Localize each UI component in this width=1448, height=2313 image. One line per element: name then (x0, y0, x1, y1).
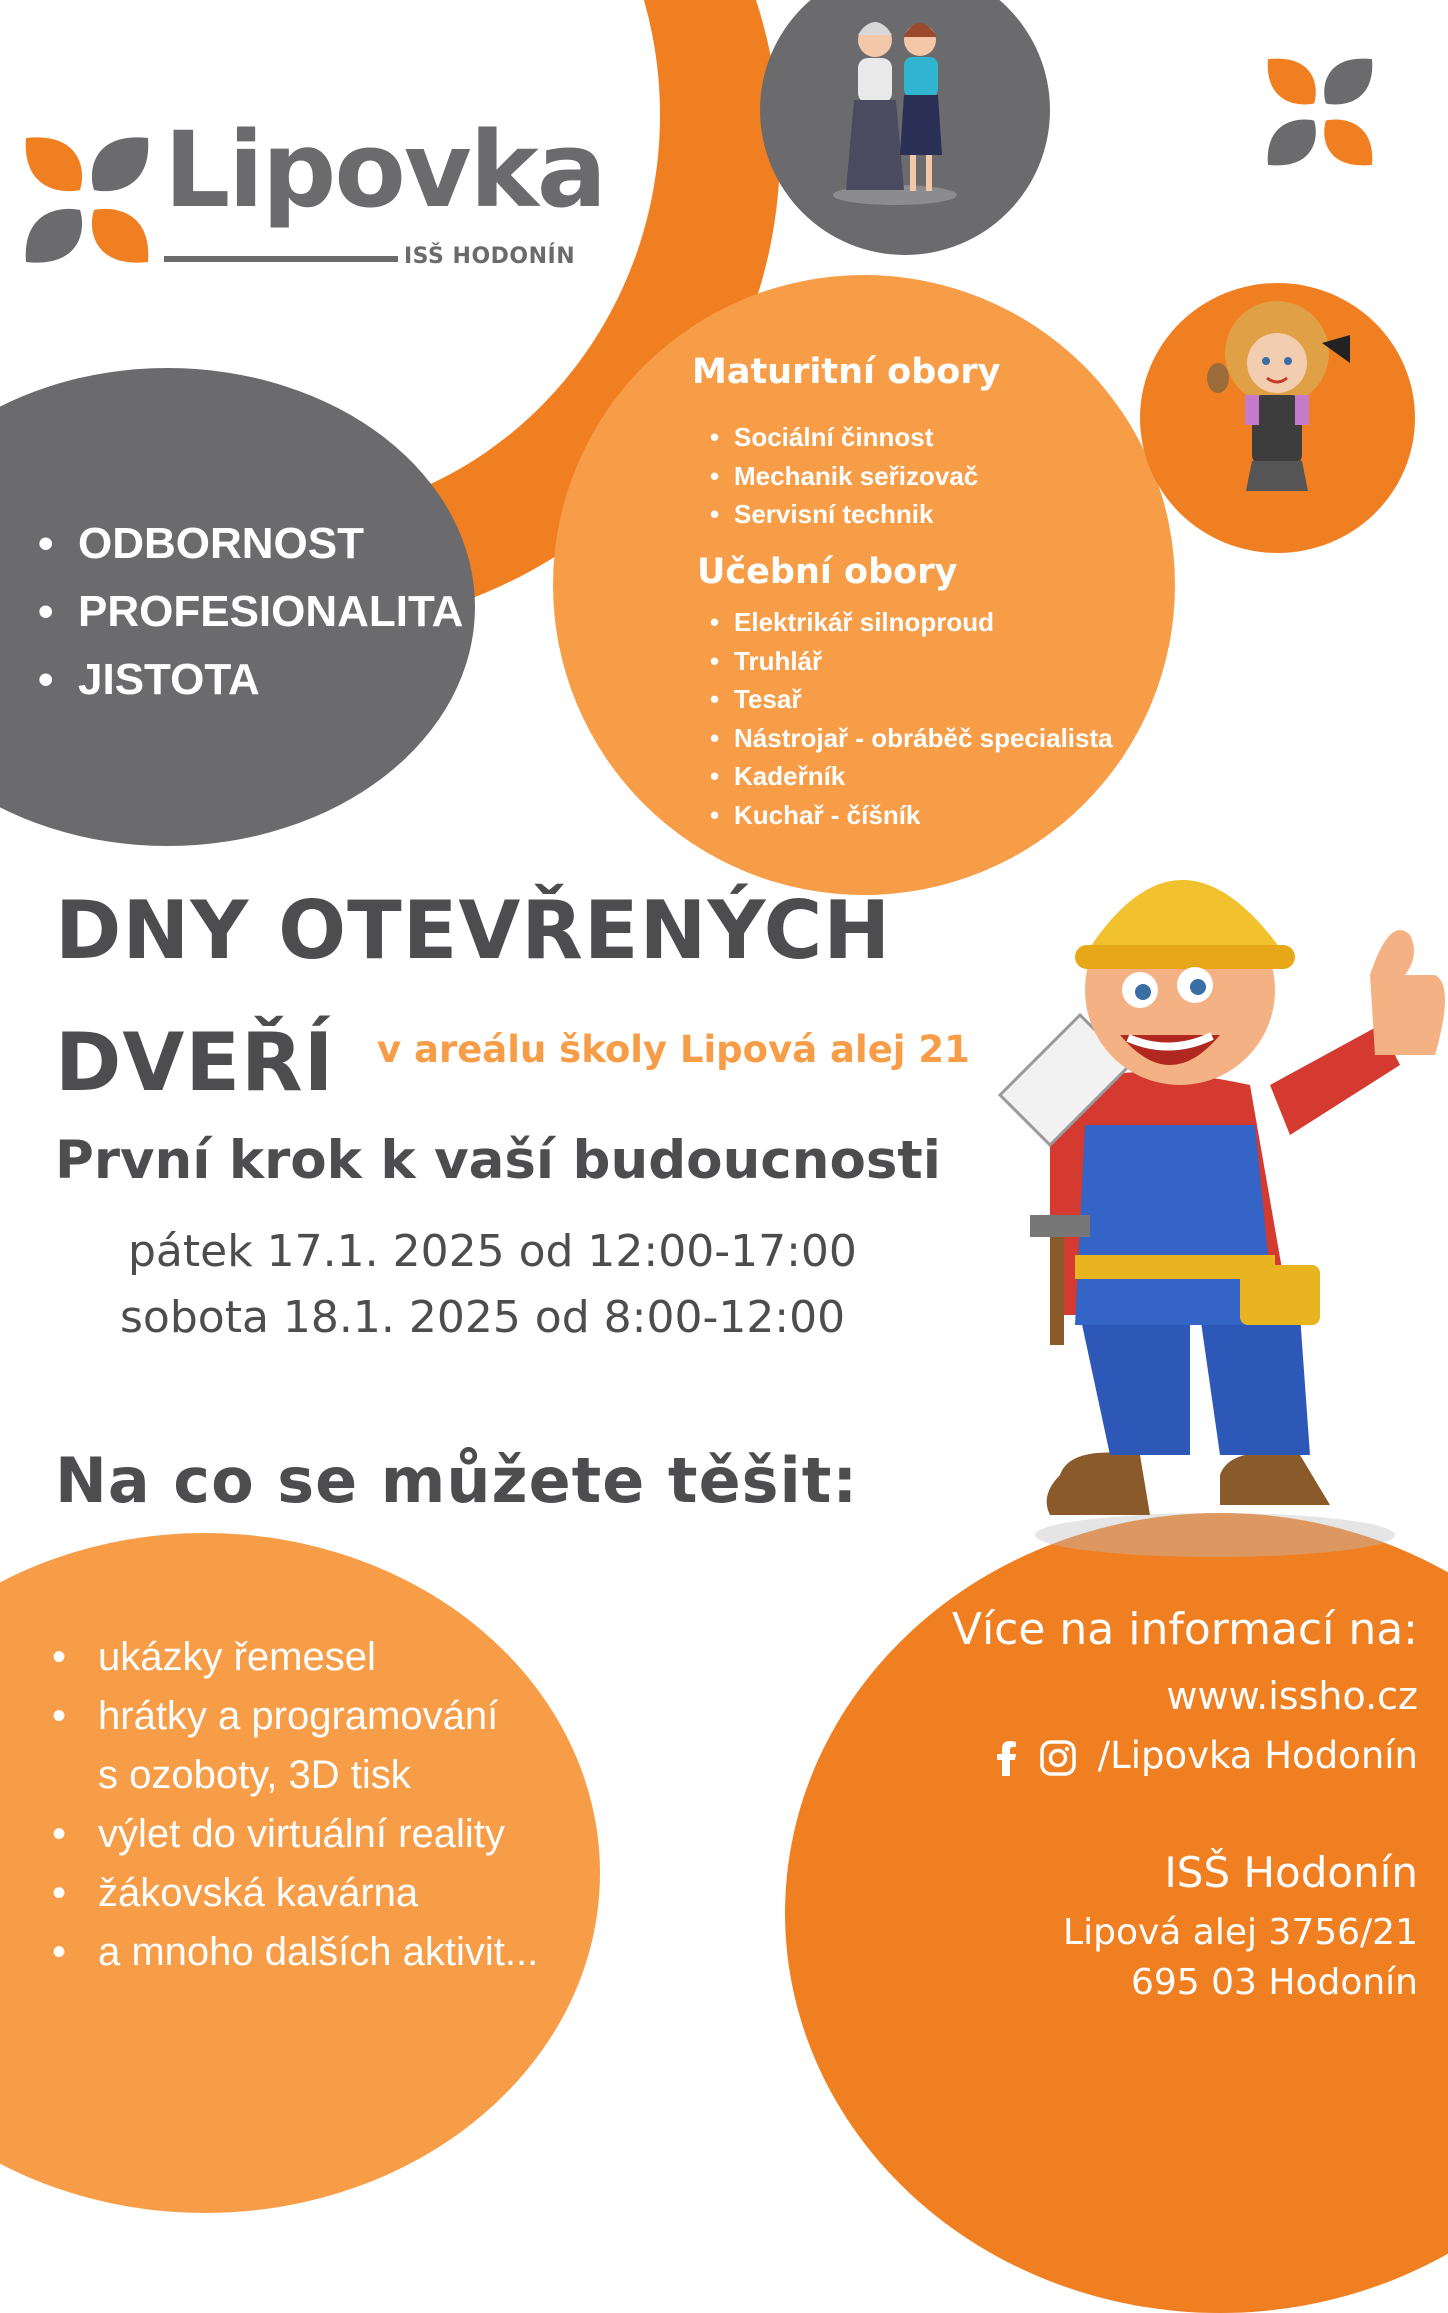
facebook-icon[interactable] (996, 1740, 1018, 1776)
activity-item: • výlet do virtuální reality (52, 1812, 505, 1856)
program-item: • Nástrojař - obráběč specialista (710, 719, 1113, 758)
value-item: • ODBORNOST (38, 510, 463, 578)
program-item: • Tesař (710, 680, 1113, 719)
activity-item: • ukázky řemesel (52, 1635, 376, 1679)
address-line-1: Lipová alej 3756/21 (1063, 1912, 1418, 1953)
social-handle-text: /Lipovka Hodonín (1097, 1734, 1418, 1777)
activity-item: • žákovská kavárna (52, 1871, 419, 1915)
program-item: • Sociální činnost (710, 418, 978, 457)
logo-name: Lipovka (164, 109, 605, 231)
maturitni-list (710, 418, 978, 534)
leaf-logo-icon (22, 132, 152, 268)
ucebni-heading: Učební obory (697, 552, 958, 592)
values-list (38, 510, 463, 714)
worker-mascot-illustration (990, 835, 1448, 1570)
instagram-icon[interactable] (1038, 1738, 1078, 1778)
more-info-heading: Více na informací na: (951, 1604, 1418, 1655)
activity-item: • a mnoho dalších aktivit... (52, 1930, 539, 1974)
seniors-illustration-circle (760, 0, 1050, 255)
value-item: • PROFESIONALITA (38, 578, 463, 646)
program-item: • Kuchař - číšník (710, 796, 1113, 835)
address-line-2: 695 03 Hodonín (1130, 1962, 1418, 2003)
activity-item: s ozoboty, 3D tisk (98, 1753, 411, 1797)
program-item: • Mechanik seřizovač (710, 457, 978, 496)
program-item: • Kadeřník (710, 757, 1113, 796)
venue-text: v areálu školy Lipová alej 21 (377, 1028, 970, 1071)
school-name: ISŠ Hodonín (1164, 1848, 1418, 1897)
leaf-logo-icon (1262, 54, 1378, 170)
value-item: • JISTOTA (38, 646, 463, 714)
date-friday: pátek 17.1. 2025 od 12:00-17:00 (128, 1226, 857, 1277)
headline-line-1: DNY OTEVŘENÝCH (55, 884, 892, 977)
maturitni-heading: Maturitní obory (692, 352, 1001, 392)
seniors-illustration (760, 0, 1050, 255)
ucebni-list (710, 603, 1113, 834)
tagline: První krok k vaší budoucnosti (55, 1130, 941, 1191)
headline-line-2: DVEŘÍ (55, 1016, 335, 1109)
hairdresser-illustration-circle (1140, 283, 1415, 553)
look-forward-heading: Na co se můžete těšit: (55, 1444, 859, 1517)
activities-list (52, 1628, 538, 1982)
program-item: • Servisní technik (710, 495, 978, 534)
logo-subtitle: ISŠ HODONÍN (404, 244, 576, 269)
activity-item: • hrátky a programování (52, 1694, 499, 1738)
logo-underline (164, 256, 398, 262)
social-handle[interactable] (996, 1734, 1418, 1778)
program-item: • Elektrikář silnoproud (710, 603, 1113, 642)
program-item: • Truhlář (710, 642, 1113, 681)
hairdresser-illustration (1140, 283, 1415, 553)
date-saturday: sobota 18.1. 2025 od 8:00-12:00 (120, 1292, 846, 1343)
website-link[interactable]: www.issho.cz (1166, 1674, 1418, 1718)
